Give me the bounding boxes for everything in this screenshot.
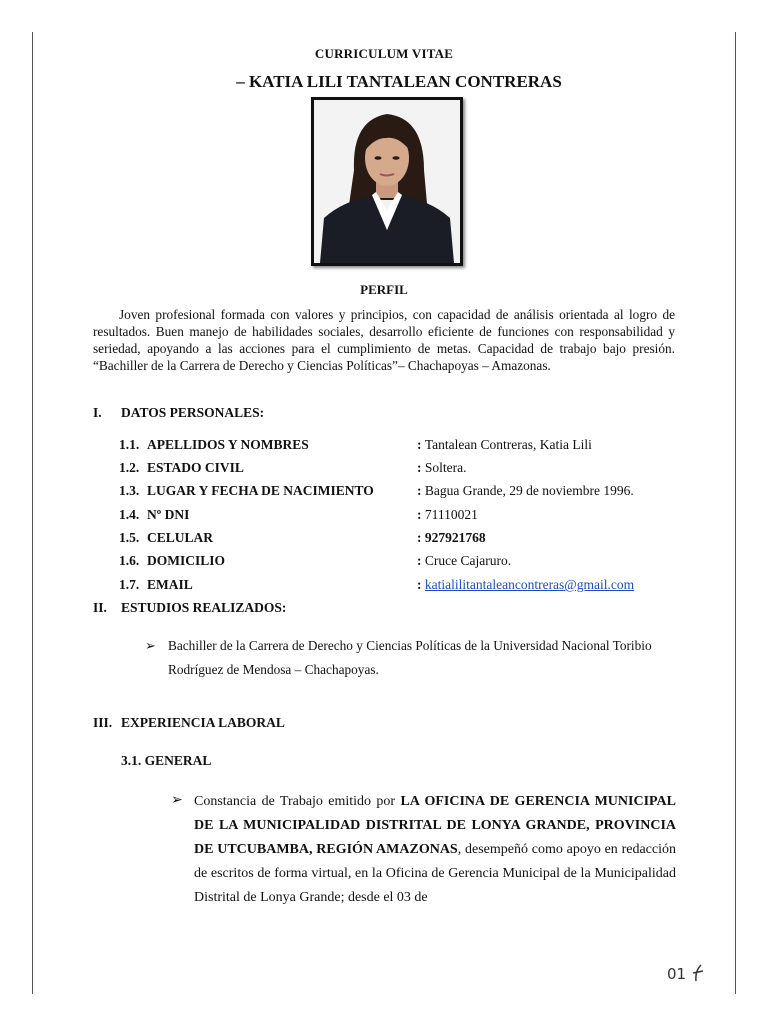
field-value: 927921768 <box>424 530 486 545</box>
section-experiencia <box>93 715 285 731</box>
field-label: Nº DNI <box>147 507 190 522</box>
field-colon: : <box>417 577 425 592</box>
field-number: 1.5. <box>119 530 140 545</box>
section-title: ESTUDIOS REALIZADOS: <box>121 600 287 615</box>
email-link[interactable]: katialilitantaleancontreras@gmail.com <box>424 577 635 592</box>
page-number <box>667 963 705 983</box>
field-value: 71110021 <box>424 507 478 522</box>
field-label: LUGAR Y FECHA DE NACIMIENTO <box>147 483 374 498</box>
perfil-heading: PERFIL <box>360 282 408 297</box>
field-colon: : <box>417 553 425 568</box>
field-label: APELLIDOS Y NOMBRES <box>147 437 309 452</box>
portrait-photo <box>311 97 463 266</box>
document-title: CURRICULUM VITAE <box>314 46 454 61</box>
experiencia-employer: LA OFICINA DE GERENCIA MUNICIPAL DE LA MUNICIPALIDAD DISTRITAL DE LONYA GRANDE, PROVINCIA DE UTCUBAMBA, REGIÓN AMAZONAS <box>194 794 676 857</box>
section-number: I. <box>93 405 102 420</box>
field-colon: : <box>417 483 425 498</box>
field-number: 1.6. <box>119 553 140 568</box>
subsection-general: 3.1. GENERAL <box>121 753 212 768</box>
experiencia-item <box>194 790 676 910</box>
field-label: DOMICILIO <box>147 553 226 568</box>
arrowhead-bullet-icon: ➢ <box>145 638 156 653</box>
estudios-item-line2: Rodríguez de Mendosa – Chachapoyas. <box>168 662 379 677</box>
section-title: DATOS PERSONALES: <box>121 405 265 420</box>
left-margin-line <box>32 32 33 994</box>
field-number: 1.2. <box>119 460 140 475</box>
arrowhead-bullet-icon: ➢ <box>171 793 183 808</box>
field-number: 1.7. <box>119 577 140 592</box>
field-label: ESTADO CIVIL <box>147 460 244 475</box>
section-number: II. <box>93 600 107 615</box>
field-value: Tantalean Contreras, Katia Lili <box>424 437 592 452</box>
estudios-item-line1: Bachiller de la Carrera de Derecho y Ciencias Políticas de la Universidad Nacional Toribio <box>168 638 652 653</box>
section-title: EXPERIENCIA LABORAL <box>121 715 285 730</box>
perfil-paragraph: Joven profesional formada con valores y principios, con capacidad de análisis orientada al logro de resultados. Buen manejo de habilidades sociales, desarrollo eficiente de funciones con responsabilidad y seriedad, apoyando a las acciones para el cumplimiento de metas. Capacidad de trabajo bajo presión. “Bachiller de la Carrera de Derecho y Ciencias Políticas”– Chachapoyas – Amazonas. <box>93 307 675 373</box>
field-number: 1.1. <box>119 437 140 452</box>
field-colon: : <box>417 460 425 475</box>
field-colon: : <box>417 437 425 452</box>
section-estudios <box>93 600 286 616</box>
field-number: 1.3. <box>119 483 140 498</box>
experiencia-text-detail: , desempeñó como apoyo en redacción de escritos de forma virtual, en la Oficina de Gerencia Municipal de la Municipalidad Distrital de Lonya Grande; desde el 03 de <box>194 842 676 905</box>
field-label: EMAIL <box>147 577 193 592</box>
field-label: CELULAR <box>147 530 214 545</box>
page-number-text: 01 <box>667 965 687 983</box>
section-number: III. <box>93 715 113 730</box>
section-datos-personales <box>93 405 264 421</box>
field-value: Bagua Grande, 29 de noviembre 1996. <box>424 483 634 498</box>
field-value: Soltera. <box>424 460 467 475</box>
signature-mark-icon <box>691 963 705 983</box>
field-colon: : <box>417 507 425 522</box>
field-number: 1.4. <box>119 507 140 522</box>
candidate-name: – KATIA LILI TANTALEAN CONTRERAS <box>236 72 562 91</box>
field-value: Cruce Cajaruro. <box>424 553 512 568</box>
field-colon: : <box>417 530 425 545</box>
portrait-illustration <box>314 100 460 263</box>
right-margin-line <box>735 32 736 994</box>
experiencia-text-intro: Constancia de Trabajo emitido por <box>194 794 401 809</box>
